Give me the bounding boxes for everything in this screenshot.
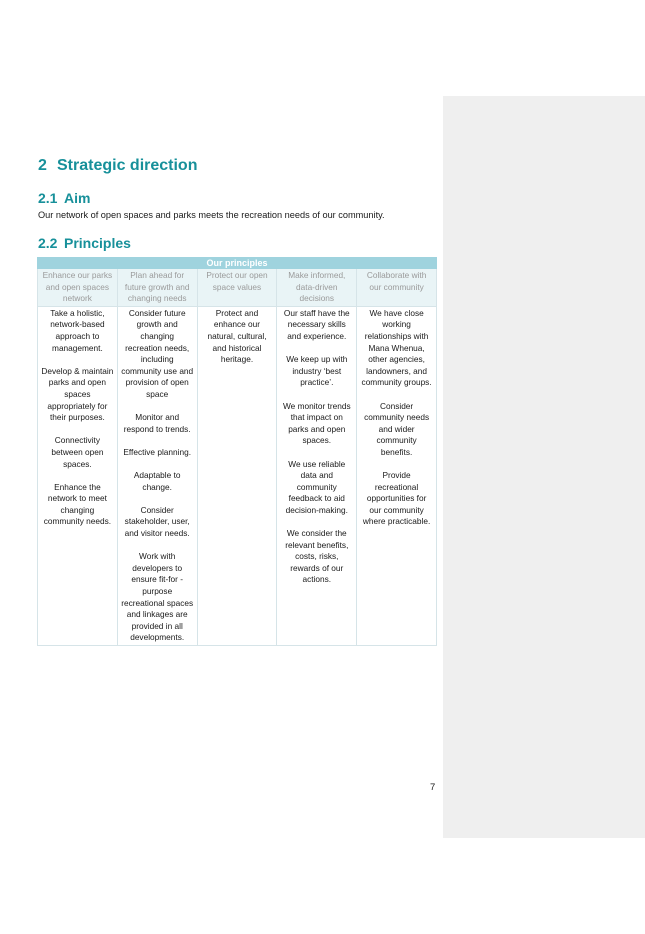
- aim-heading: [38, 190, 90, 206]
- principles-table: [37, 257, 437, 646]
- aim-title: Aim: [64, 190, 91, 206]
- principles-title: Principles: [64, 235, 131, 251]
- section-heading: [38, 157, 197, 175]
- column-header: Enhance our parks and open spaces network: [38, 269, 118, 307]
- column-header: Make informed, data-driven decisions: [277, 269, 357, 307]
- table-title: Our principles: [38, 258, 437, 269]
- column-header: Collaborate with our community: [357, 269, 437, 307]
- aim-number: 2.1: [38, 190, 58, 206]
- section-title: Strategic direction: [57, 157, 198, 174]
- comment-pane: [443, 96, 645, 838]
- table-cell: Our staff have the necessary skills and experience. We keep up with industry ‘best practice’. We monitor trends that impact on parks and open spaces. We use reliable data and community feedback to aid decision-making. We consider the relevant benefits, costs, risks, rewards of our actions.: [277, 306, 357, 645]
- table-cell: We have close working relationships with Mana Whenua, other agencies, landowners, and community groups. Consider community needs and wider community benefits. Provide recreational opportunities for our community where practicable.: [357, 306, 437, 645]
- section-number: 2: [38, 157, 47, 174]
- principles-number: 2.2: [38, 235, 58, 251]
- principles-heading: [38, 235, 131, 251]
- table-cell: Protect and enhance our natural, cultural, and historical heritage.: [197, 306, 277, 645]
- column-header: Protect our open space values: [197, 269, 277, 307]
- table-cell: Take a holistic, network-based approach to management. Develop & maintain parks and open spaces appropriately for their purposes. Connectivity between open spaces. Enhance the network to meet changing community needs.: [38, 306, 118, 645]
- column-header: Plan ahead for future growth and changing needs: [117, 269, 197, 307]
- page-number: 7: [430, 782, 436, 793]
- table-row: [38, 306, 437, 645]
- aim-text: Our network of open spaces and parks meets the recreation needs of our community.: [38, 210, 385, 220]
- table-cell: Consider future growth and changing recreation needs, including community use and provision of open space Monitor and respond to trends. Effective planning. Adaptable to change. Consider stakeholder, user, and visitor needs. Work with developers to ensure fit-for -purpose recreational spaces and linkages are provided in all developments.: [117, 306, 197, 645]
